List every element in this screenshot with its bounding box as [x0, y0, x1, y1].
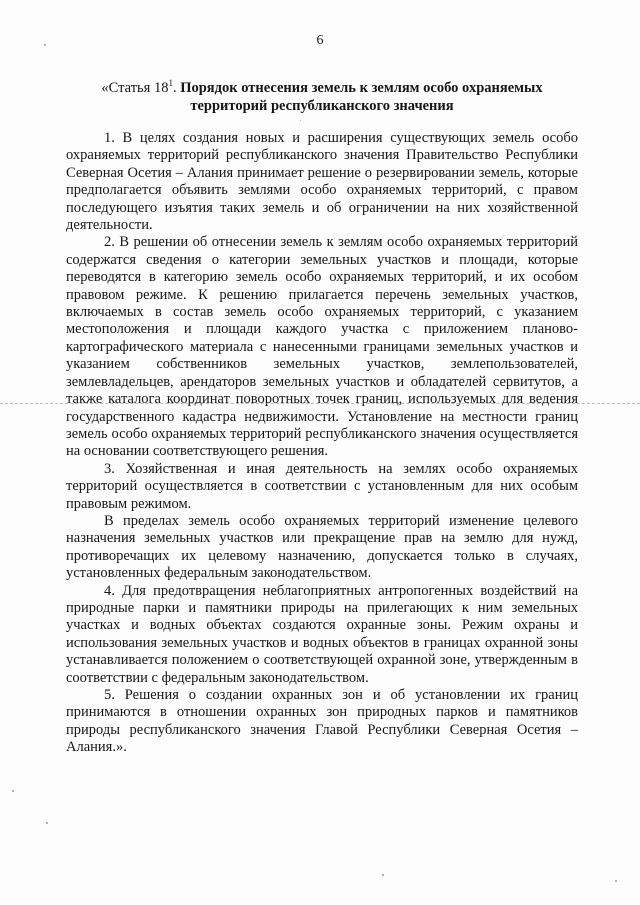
- article-superscript: 1: [168, 78, 173, 89]
- paragraph-1: 1. В целях создания новых и расширения существующих земель особо охраняемых территорий республиканского значения Правительство Республики Северная Осетия – Алания принимает решение о резервировании земель, которые предполагается объявить землями особо охраняемых территорий, с правом последующего изъятия таких земель и об ограничении на них хозяйственной деятельности.: [66, 130, 578, 234]
- scan-speck: [12, 790, 14, 792]
- scan-speck: [44, 44, 46, 46]
- paragraph-2: 2. В решении об отнесении земель к землям особо охраняемых территорий содержатся сведения о категории земельных участков и площади, которые переводятся в категорию земель особо охраняемых территорий, и их особом правовом режиме. К решению прилагается перечень земельных участков, включаемых в состав земель особо охраняемых территорий, с указанием местоположения и площади каждого участка с приложением планово-картографического материала с нанесенными границами земельных участков и указанием собственников земельных участков, землепользователей, землевладельцев, арендаторов земельных участков и обладателей сервитутов, а также каталога координат поворотных точек границ, используемых для ведения государственного кадастра недвижимости. Установление на местности границ земель особо охраняемых территорий республиканского значения осуществляется на основании соответствующего решения.: [66, 234, 578, 460]
- article-heading: [66, 79, 578, 115]
- scan-speck: [300, 120, 301, 121]
- scan-speck: [615, 880, 617, 882]
- scan-speck: [46, 822, 48, 824]
- article-title: Порядок отнесения земель к землям особо охраняемых территорий республиканского значения: [180, 80, 543, 114]
- paragraph-5: 5. Решения о создании охранных зон и об установлении их границ принимаются в отношении охранных зон природных парков и памятников природы республиканского значения Главой Республики Северная Осетия – Алания.».: [66, 687, 578, 756]
- paragraph-3: 3. Хозяйственная и иная деятельность на землях особо охраняемых территорий осуществляется в соответствии с установленным для них особым правовым режимом.: [66, 460, 578, 512]
- scan-artifact-line: [0, 403, 640, 404]
- article-body: [66, 130, 578, 757]
- article-heading-separator: .: [172, 80, 181, 96]
- scan-speck: [382, 874, 384, 876]
- paragraph-3-continued: В пределах земель особо охраняемых территорий изменение целевого назначения земельных участков или прекращение прав на землю для нужд, противоречащих их целевому назначению, допускается только в случаях, установленных федеральным законодательством.: [66, 512, 578, 582]
- page-number: 6: [316, 33, 324, 48]
- paragraph-4: 4. Для предотвращения неблагоприятных антропогенных воздействий на природные парки и памятники природы на прилегающих к ним земельных участках и водных объектах создаются охранные зоны. Режим охраны и использования земельных участков и водных объектов в границах охранной зоны устанавливается положением о соответствующей охранной зоне, утвержденным в соответствии с федеральным законодательством.: [66, 582, 578, 686]
- article-number: «Статья 18: [101, 80, 169, 96]
